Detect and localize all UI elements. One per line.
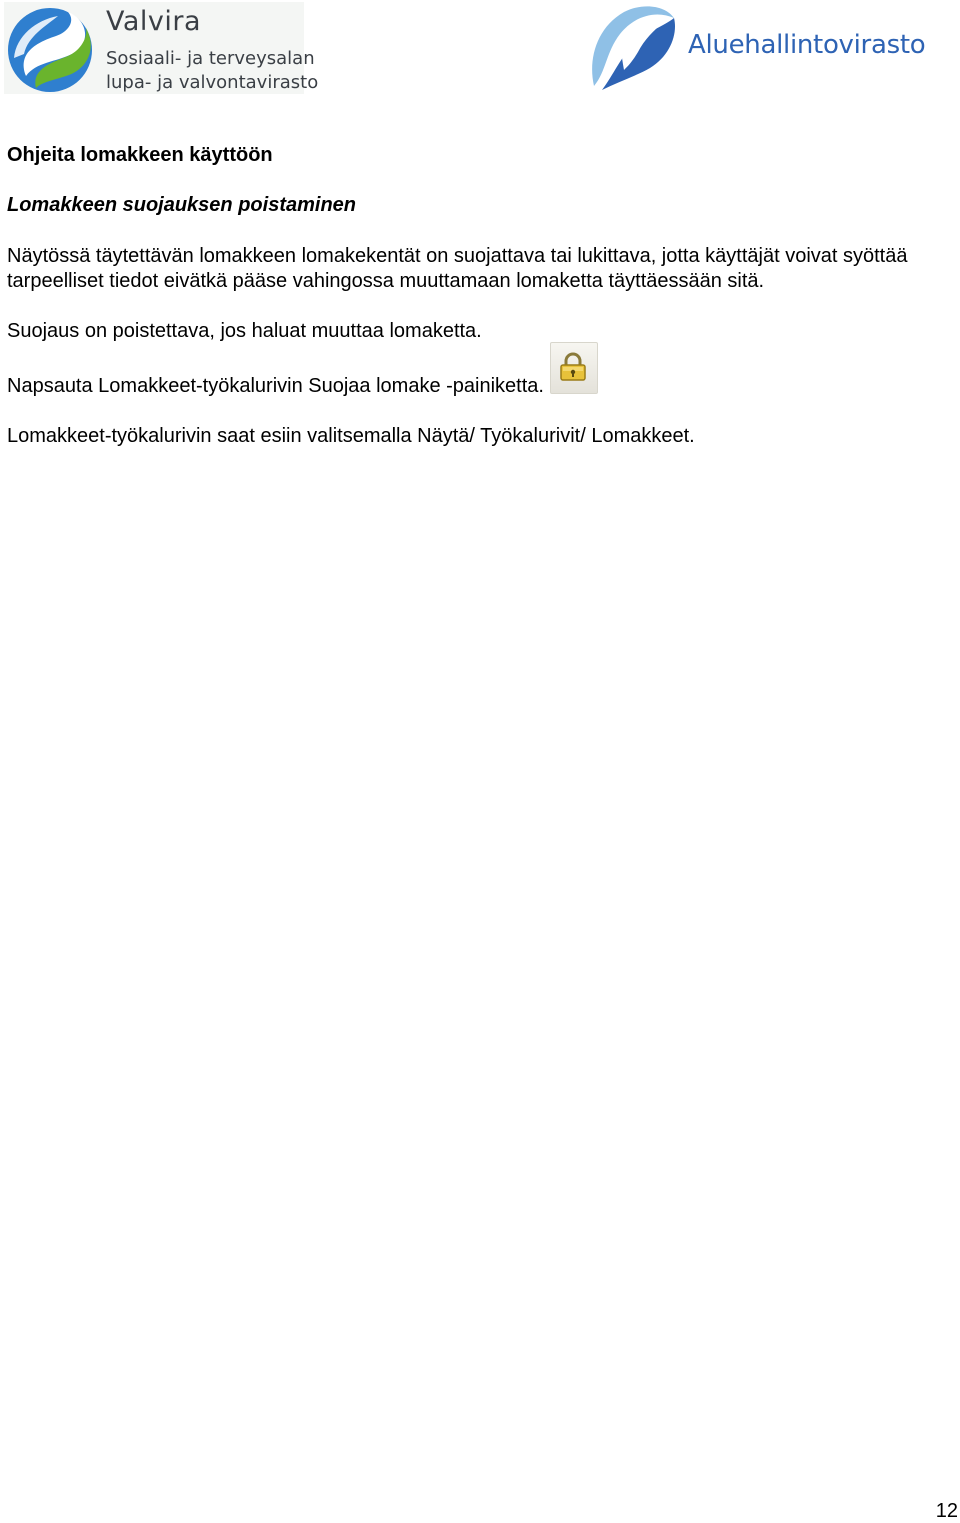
valvira-tagline-1: Sosiaali- ja terveysalan — [106, 48, 315, 69]
avi-logo — [584, 0, 924, 96]
paragraph-click-instruction — [7, 374, 598, 399]
click-instruction-text: Napsauta Lomakkeet-työkalurivin Suojaa lomake -painiketta. — [7, 375, 544, 397]
paragraph-protection-info: Näytössä täytettävän lomakkeen lomakekentät on suojattava tai lukittava, jotta käyttäjät voivat syöttää tarpeelliset tiedot eivätkä pääse vahingossa muuttamaan lomaketta täyttäessään sitä. — [7, 245, 908, 292]
paragraph-remove-protection: Suojaus on poistettava, jos haluat muuttaa lomaketta. — [7, 320, 482, 342]
lock-icon — [557, 352, 589, 382]
avi-emblem-icon — [584, 0, 680, 96]
page-number: 12 — [935, 1500, 958, 1522]
section-subtitle: Lomakkeen suojauksen poistaminen — [7, 194, 356, 216]
avi-name: Aluehallintovirasto — [688, 30, 926, 60]
valvira-tagline-2: lupa- ja valvontavirasto — [106, 72, 319, 93]
paragraph-toolbar-instruction: Lomakkeet-työkalurivin saat esiin valitsemalla Näytä/ Työkalurivit/ Lomakkeet. — [7, 425, 695, 447]
valvira-logo — [4, 2, 319, 94]
page-title: Ohjeita lomakkeen käyttöön — [7, 144, 273, 166]
valvira-emblem-icon — [6, 6, 94, 94]
protect-form-button — [550, 342, 598, 394]
page-header — [0, 0, 960, 100]
valvira-name: Valvira — [106, 6, 202, 37]
